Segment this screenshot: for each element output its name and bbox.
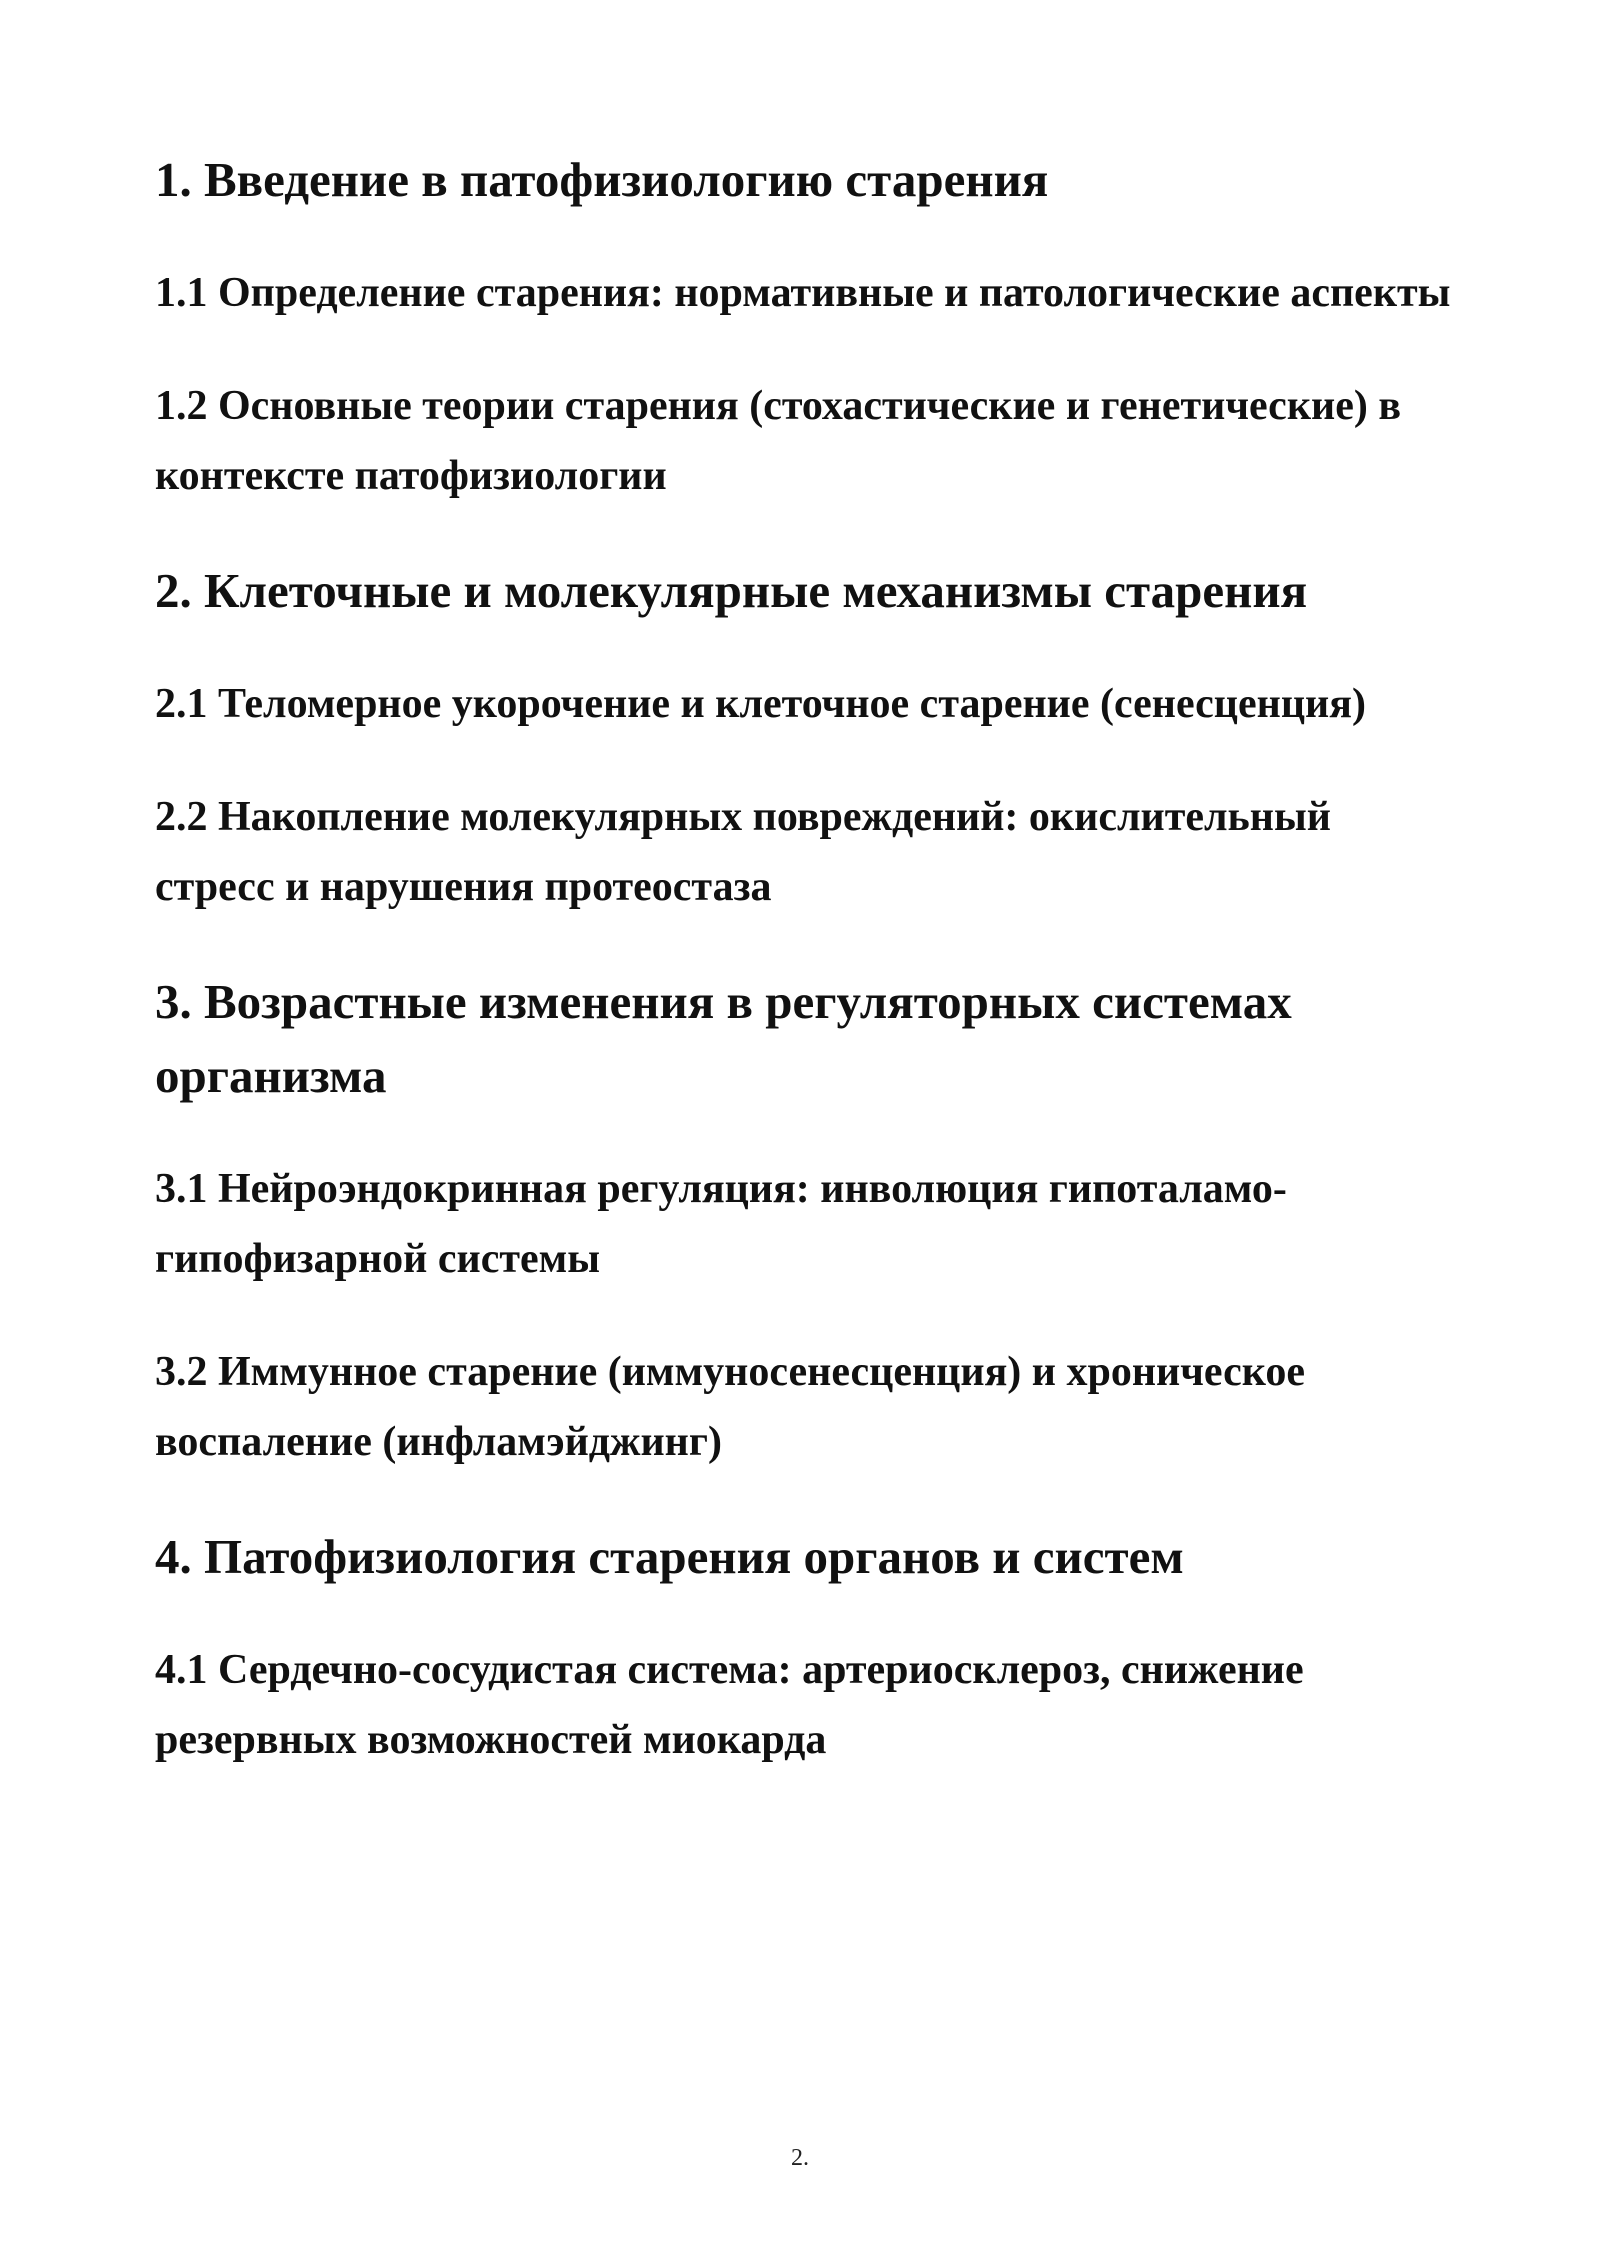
subsection-heading-3-1: 3.1 Нейроэндокринная регуляция: инволюция гипоталамо-гипофизарной системы: [155, 1166, 1287, 1282]
section-heading-2: 2. Клеточные и молекулярные механизмы старения: [155, 563, 1308, 618]
page-number: 2.: [791, 2145, 809, 2171]
subsection-heading-2-1: 2.1 Теломерное укорочение и клеточное старение (сенесценция): [155, 681, 1366, 727]
section-heading-4: 4. Патофизиология старения органов и систем: [155, 1529, 1184, 1584]
subsection-heading-1-2: 1.2 Основные теории старения (стохастические и генетические) в контексте патофизиологии: [155, 383, 1402, 499]
subsection-heading-3-2: 3.2 Иммунное старение (иммуносенесценция) и хроническое воспаление (инфламэйджинг): [155, 1349, 1306, 1465]
subsection-heading-4-1: 4.1 Сердечно-сосудистая система: артериосклероз, снижение резервных возможностей миокарда: [155, 1647, 1304, 1763]
section-heading-1: 1. Введение в патофизиологию старения: [155, 152, 1049, 207]
section-heading-3: 3. Возрастные изменения в регуляторных системах организма: [155, 974, 1292, 1103]
subsection-heading-2-2: 2.2 Накопление молекулярных повреждений: окислительный стресс и нарушения протеостаза: [155, 794, 1331, 910]
subsection-heading-1-1: 1.1 Определение старения: нормативные и патологические аспекты: [155, 270, 1451, 316]
document-content: [155, 143, 1455, 1775]
